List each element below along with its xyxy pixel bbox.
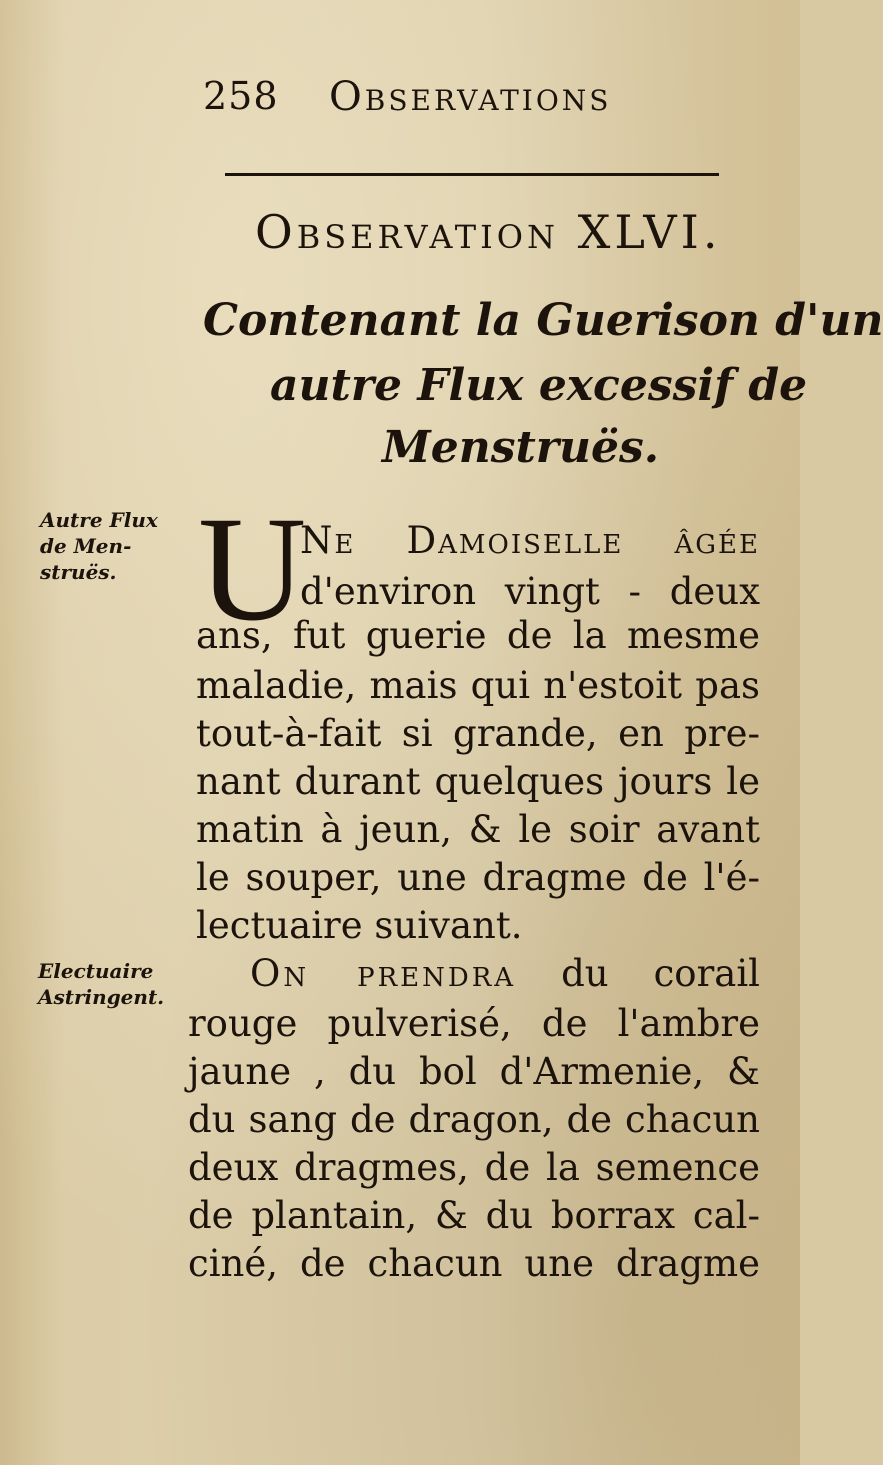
subtitle-line-1: Contenant la Guerison d'un <box>203 295 883 346</box>
body-line: matin à jeun, & le soir avant <box>196 808 760 851</box>
observation-title: Observation XLVI. <box>255 205 722 259</box>
margin-note-autre-flux <box>40 507 158 585</box>
header-rule <box>225 173 719 176</box>
page-header <box>195 70 715 126</box>
body-line: du sang de dragon, de chacun <box>188 1098 760 1141</box>
body-line: maladie, mais qui n'estoit pas <box>196 664 760 707</box>
body-line: deux dragmes, de la semence <box>188 1146 760 1189</box>
body-line: nant durant quelques jours le <box>196 760 760 803</box>
margin-note-line: de Men- <box>40 534 132 558</box>
body-line: ans, fut guerie de la mesme <box>196 614 760 657</box>
running-title: Observations <box>329 74 612 120</box>
para2-lead-rest: du corail <box>561 952 760 995</box>
body-line: jaune , du bol d'Armenie, & <box>188 1050 760 1093</box>
subtitle-line-3: Menstruës. <box>382 422 660 473</box>
margin-note-line: struës. <box>40 560 117 584</box>
body-line: rouge pulverisé, de l'ambre <box>188 1002 760 1045</box>
subtitle-line-2: autre Flux excessif de <box>270 360 808 411</box>
margin-note-line: Electuaire <box>38 959 154 983</box>
body-line: tout-à-fait si grande, en pre- <box>196 712 760 755</box>
body-line: ciné, de chacun une dragme <box>188 1242 760 1285</box>
para2-lead-small-caps: On prendra <box>250 952 517 995</box>
drop-cap: U <box>198 486 307 652</box>
body-line: d'environ vingt - deux <box>300 570 760 613</box>
body-line: Ne Damoiselle âgée <box>300 519 760 562</box>
margin-note-electuaire <box>38 958 164 1010</box>
body-line: de plantain, & du borrax cal- <box>188 1194 760 1237</box>
margin-note-line: Autre Flux <box>40 508 158 532</box>
margin-note-line: Astringent. <box>38 985 165 1009</box>
body-line-para2-start <box>250 950 760 998</box>
page-number: 258 <box>203 74 279 118</box>
body-line: lectuaire suivant. <box>196 904 523 947</box>
body-line: le souper, une dragme de l'é- <box>196 856 760 899</box>
